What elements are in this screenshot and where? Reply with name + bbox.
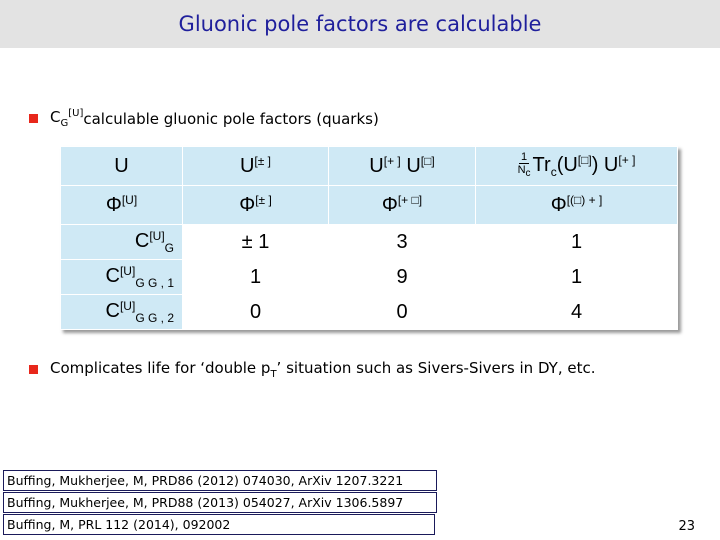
bullet-gluonic-factors	[29, 108, 379, 129]
header-cell-trace: $\frac{1}{N_c}$ $Tr_c(U[□])$ U[+ ]	[476, 147, 678, 186]
table-cell: 1	[476, 260, 678, 295]
table-cell: 4	[476, 295, 678, 330]
table-cell: ± 1	[183, 225, 329, 260]
bullet-marker-icon	[29, 114, 38, 123]
fraction-one-over-nc: $\frac{1}{N_c}$	[517, 151, 531, 180]
row-label-cgg1: $C[U]_{G G , 1}$	[61, 260, 183, 295]
row-label-cgg2: $C[U]_{G G , 2}$	[61, 295, 183, 330]
table-cell: 0	[183, 295, 329, 330]
header-cell-u-plus-box: U[+ ] U[□]	[329, 147, 476, 186]
table-header-row-phi	[61, 186, 678, 225]
header-cell-u-pm: U[± ]	[183, 147, 329, 186]
title-bar	[0, 0, 720, 48]
table-cell: 0	[329, 295, 476, 330]
row-label-cg: $C[U]_G$	[61, 225, 183, 260]
bullet-text: calculable gluonic pole factors (quarks)	[83, 109, 379, 128]
header-cell-phi-plus-box: Φ[+ □]	[329, 186, 476, 225]
table-cell: 1	[183, 260, 329, 295]
table-cell: 9	[329, 260, 476, 295]
gluonic-pole-table	[60, 146, 678, 330]
slide-title: Gluonic pole factors are calculable	[178, 12, 542, 36]
table-row	[61, 295, 678, 330]
header-cell-phi-pm: Φ[± ]	[183, 186, 329, 225]
bullet-double-pt	[29, 359, 596, 380]
table-row	[61, 225, 678, 260]
page-number: 23	[678, 519, 695, 534]
bullet-text: Complicates life for ‘double $p_T$’ situation such as Sivers-Sivers in DY, etc.	[50, 359, 596, 380]
header-cell-u: U	[61, 147, 183, 186]
table-header-row-link	[61, 147, 678, 186]
table-row	[61, 260, 678, 295]
bullet-marker-icon	[29, 365, 38, 374]
table-cell: 1	[476, 225, 678, 260]
bullet-symbol: $C_G[U]$	[50, 108, 84, 129]
header-cell-phi-u: Φ[U]	[61, 186, 183, 225]
references	[3, 470, 437, 536]
header-cell-phi-box-plus: Φ[(□) + ]	[476, 186, 678, 225]
reference-item: Buffing, Mukherjee, M, PRD88 (2013) 054027, ArXiv 1306.5897	[3, 492, 437, 513]
reference-item: Buffing, Mukherjee, M, PRD86 (2012) 074030, ArXiv 1207.3221	[3, 470, 437, 491]
table-cell: 3	[329, 225, 476, 260]
reference-item: Buffing, M, PRL 112 (2014), 092002	[3, 514, 435, 535]
